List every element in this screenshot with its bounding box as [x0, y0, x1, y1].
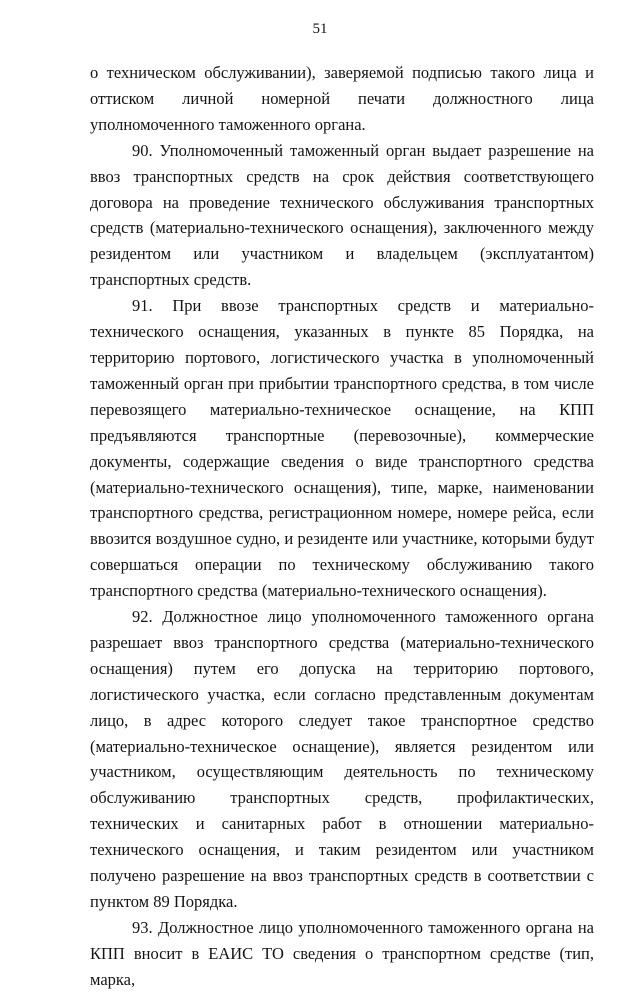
paragraph-90: 90. Уполномоченный таможенный орган выдает разрешение на ввоз транспортных средств на срок действия соответствующего договора на проведение технического обслуживания транспортных средств (материально-технического оснащения), заключенного между резидентом или участником и владельцем (эксплуатантом) транспортных средств. — [90, 140, 594, 290]
page-number: 51 — [312, 21, 328, 37]
paragraph-93: 93. Должностное лицо уполномоченного таможенного органа на КПП вносит в ЕАИС ТО сведения о транспортном средстве (тип, марка, — [90, 917, 594, 989]
paragraph-continuation: о техническом обслуживании), заверяемой подписью такого лица и оттиском личной номерной печати должностного лица уполномоченного таможенного органа. — [90, 63, 594, 134]
paragraph-91: 91. При ввозе транспортных средств и материально-технического оснащения, указанных в пункте 85 Порядка, на территорию портового, логистического участка в уполномоченный таможенный орган при прибытии транспортного средства, в том числе перевозящего материально-техническое оснащение, на КПП предъявляются транспортные (перевозочные), коммерческие документы, содержащие сведения о виде транспортного средства (материально-технического оснащения), типе, марке, наименовании транспортного средства, регистрационном номере, номере рейса, если ввозится воздушное судно, и резиденте или участнике, которыми будут совершаться операции по техническому обслуживанию такого транспортного средства (материально-технического оснащения). — [90, 296, 594, 601]
paragraph-92: 92. Должностное лицо уполномоченного таможенного органа разрешает ввоз транспортного средства (материально-технического оснащения) путем его допуска на территорию портового, логистического участка, если согласно представленным документам лицо, в адрес которого следует такое транспортное средство (материально-техническое оснащение), является резидентом или участником, осуществляющим деятельность по техническому обслуживанию транспортных средств, профилактических, технических и санитарных работ в отношении материально-технического оснащения, и таким резидентом или участником получено разрешение на ввоз транспортных средств в соответствии с пунктом 89 Порядка. — [90, 607, 594, 911]
document-body — [90, 60, 594, 993]
